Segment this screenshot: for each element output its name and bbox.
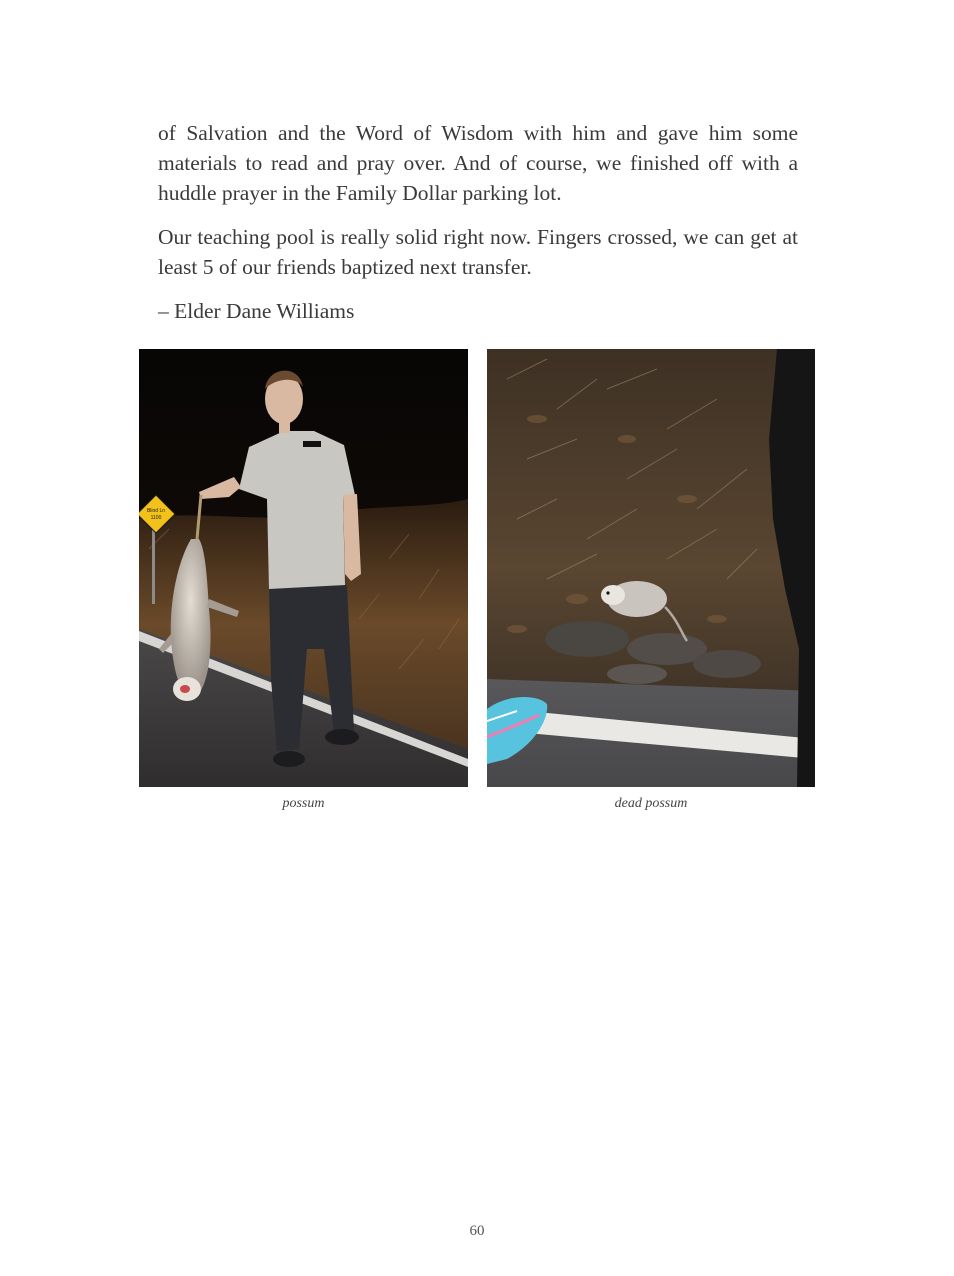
page-number: 60 [469,1223,485,1239]
paragraph: Our teaching pool is really solid right now. Fingers crossed, we can get at least 5 of our friends baptized next transfer. [158,225,798,279]
svg-text:Blind Ln: Blind Ln [146,508,166,514]
figure-caption: possum [282,796,325,811]
figure-right [487,349,815,812]
signature: – Elder Dane Williams [158,299,355,323]
svg-text:1100: 1100 [150,515,162,521]
figure-caption: dead possum [614,796,688,811]
figure-left [139,349,468,812]
paragraph: of Salvation and the Word of Wisdom with him and gave him some materials to read and pray over. And of course, we finished off with a huddle prayer in the Family Dollar parking lot. [158,121,798,205]
photo-possum-by-roadside [487,349,815,787]
body-text [158,118,798,326]
photo-man-holding-possum [139,349,468,787]
